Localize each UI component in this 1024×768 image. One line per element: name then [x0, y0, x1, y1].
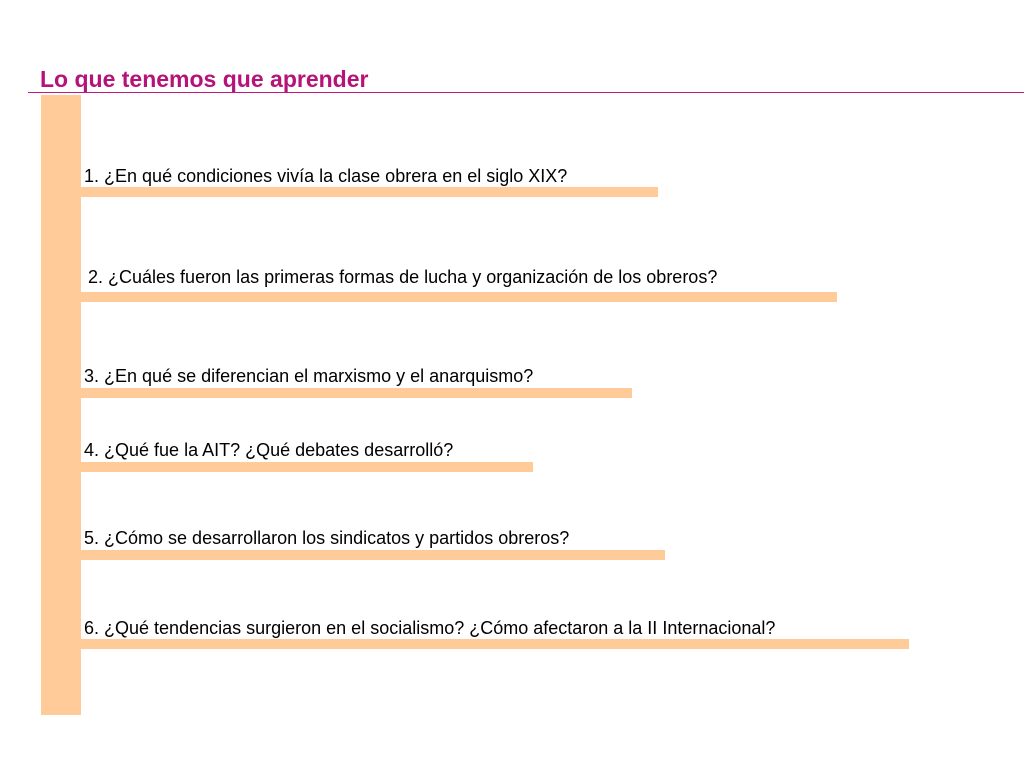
question-6-text: ¿Qué tendencias surgieron en el socialismo? ¿Cómo afectaron a la II Internacional?: [104, 618, 776, 638]
question-5-number: 5.: [84, 528, 100, 548]
title-divider: [28, 92, 1024, 93]
question-3-underline: [81, 388, 632, 398]
question-6-underline: [81, 639, 909, 649]
question-3-number: 3.: [84, 366, 100, 386]
question-6-number: 6.: [84, 618, 100, 638]
question-1-underline: [81, 187, 658, 197]
question-4-underline: [81, 462, 533, 472]
question-3-text: ¿En qué se diferencian el marxismo y el anarquismo?: [104, 366, 534, 386]
question-4-number: 4.: [84, 440, 100, 460]
question-4: [84, 440, 453, 461]
question-5-text: ¿Cómo se desarrollaron los sindicatos y partidos obreros?: [104, 528, 570, 548]
question-1-text: ¿En qué condiciones vivía la clase obrera en el siglo XIX?: [104, 166, 568, 186]
question-2: [88, 267, 717, 288]
question-1-number: 1.: [84, 166, 100, 186]
question-5: [84, 528, 569, 549]
left-accent-bar: [41, 95, 81, 715]
question-3: [84, 366, 533, 387]
question-2-number: 2.: [88, 267, 104, 287]
question-6: [84, 618, 775, 639]
question-2-underline: [81, 292, 837, 302]
question-2-text: ¿Cuáles fueron las primeras formas de lucha y organización de los obreros?: [108, 267, 718, 287]
question-4-text: ¿Qué fue la AIT? ¿Qué debates desarrolló?: [104, 440, 454, 460]
slide-title: Lo que tenemos que aprender: [40, 66, 369, 92]
question-5-underline: [81, 550, 665, 560]
question-1: [84, 166, 567, 187]
